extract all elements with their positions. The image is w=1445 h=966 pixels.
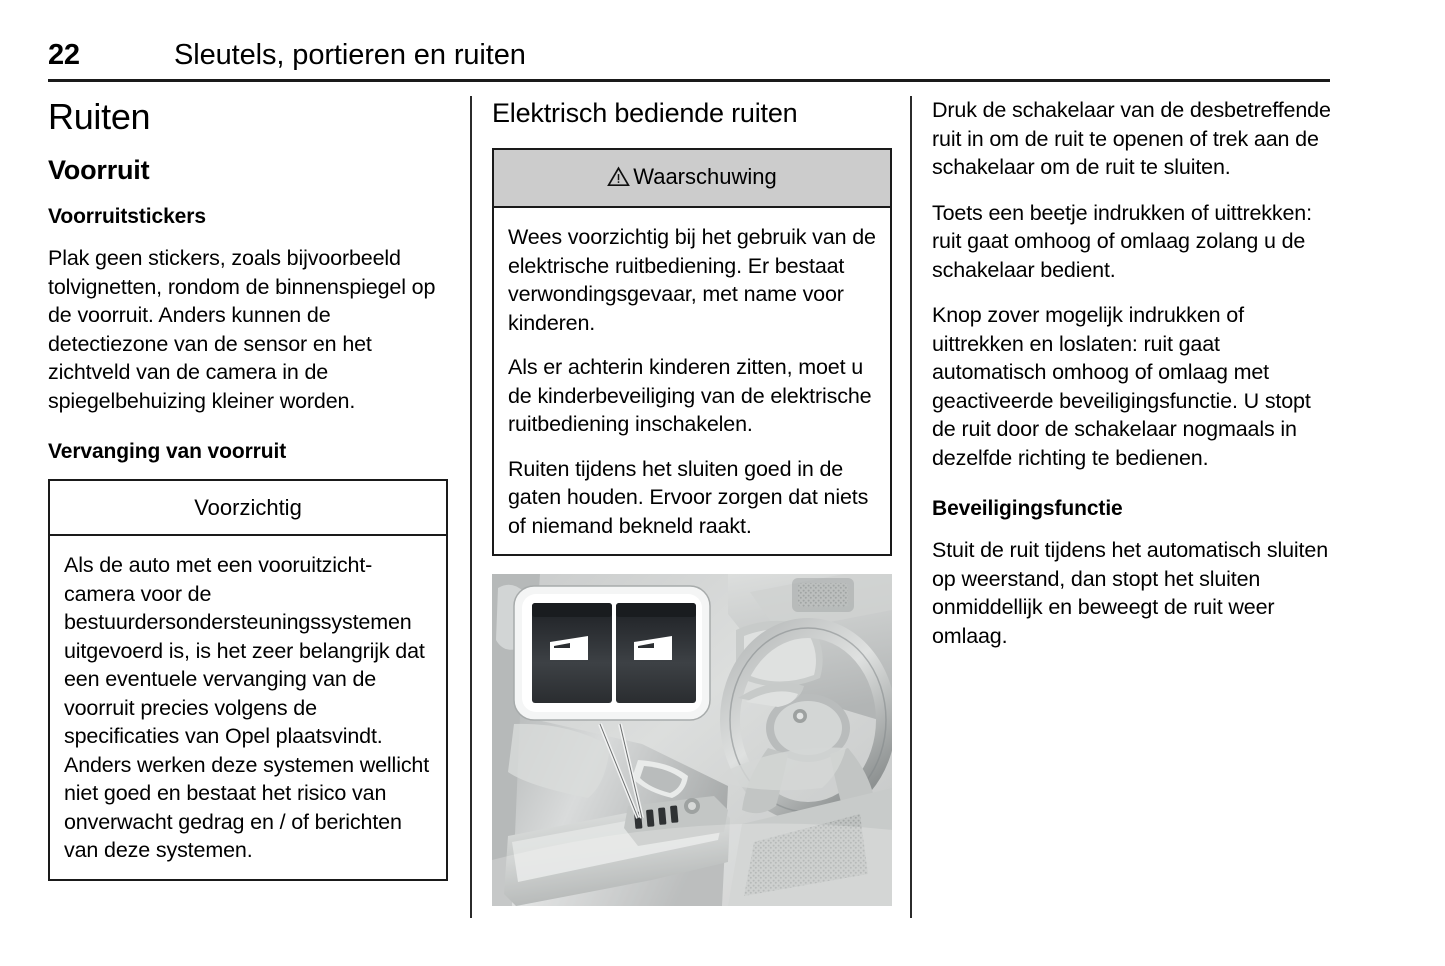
header-divider-rule bbox=[48, 79, 1330, 82]
warning-paragraph-2: Als er achterin kinderen zitten, moet u de kinderbeveiliging van de elektrische ruitbediening inschakelen. bbox=[508, 355, 872, 436]
subsection-title-voorruit: Voorruit bbox=[48, 155, 150, 185]
section-title-elektrisch-bediende-ruiten: Elektrisch bediende ruiten bbox=[492, 98, 798, 128]
paragraph-manual-mode: Toets een beetje indrukken of uittrekken: ruit gaat omhoog of omlaag zolang u de schakelaar bedient. bbox=[932, 200, 1312, 282]
paragraph-switch-operation: Druk de schakelaar van de desbetreffende ruit in om de ruit te openen of trek aan de schakelaar om de ruit te sluiten. bbox=[932, 98, 1331, 179]
column-divider-1 bbox=[470, 96, 472, 918]
car-door-window-icon bbox=[532, 603, 612, 703]
warning-notice-header bbox=[494, 150, 890, 208]
paragraph-voorruitstickers: Plak geen stickers, zoals bijvoorbeeld tolvignetten, rondom de binnenspiegel op de voorruit. Anders kunnen de detectiezone van de sensor en het zichtveld van de camera in de spiegelbehuizing kleiner worden. bbox=[48, 246, 436, 413]
car-door-window-icon bbox=[616, 603, 696, 703]
page-number: 22 bbox=[48, 39, 80, 71]
warning-notice-label: Waarschuwing bbox=[633, 164, 777, 189]
car-door-window-switches-illustration bbox=[492, 574, 892, 906]
page-title: Sleutels, portieren en ruiten bbox=[174, 39, 526, 71]
heading-vervanging-van-voorruit: Vervanging van voorruit bbox=[48, 440, 287, 463]
heading-beveiligingsfunctie: Beveiligingsfunctie bbox=[932, 497, 1123, 520]
page-header bbox=[48, 38, 1330, 78]
content-column-1 bbox=[48, 96, 448, 899]
content-column-2 bbox=[492, 96, 892, 906]
paragraph-automatic-mode: Knop zover mogelijk indrukken of uittrekken en loslaten: ruit gaat automatisch omhoog of omlaag met geactiveerde beveiligingsfunctie. U stopt de ruit door de schakelaar nogmaals in dezelfde richting te bedienen. bbox=[932, 303, 1311, 470]
section-title-ruiten: Ruiten bbox=[48, 96, 151, 137]
warning-notice-body bbox=[494, 208, 890, 554]
caution-notice-text: Als de auto met een vooruitzicht-camera voor de bestuurdersondersteuningssystemen uitgevoerd is, is het zeer belangrijk dat een eventuele vervanging van de voorruit precies volgens de specificaties van Opel plaatsvindt. Anders werken deze systemen wellicht niet goed en bestaat het risico van onverwacht gedrag en / of berichten van deze systemen. bbox=[64, 553, 430, 862]
caution-notice-body bbox=[50, 536, 446, 879]
heading-voorruitstickers: Voorruitstickers bbox=[48, 205, 206, 228]
paragraph-beveiligingsfunctie: Stuit de ruit tijdens het automatisch sluiten op weerstand, dan stopt het sluiten onmiddellijk en beweegt de ruit weer omlaag. bbox=[932, 538, 1328, 648]
caution-notice-header: Voorzichtig bbox=[50, 481, 446, 536]
warning-notice-box bbox=[492, 148, 892, 556]
warning-paragraph-3: Ruiten tijdens het sluiten goed in de gaten houden. Ervoor zorgen dat niets of niemand bekneld raakt. bbox=[508, 456, 869, 538]
column-divider-2 bbox=[910, 96, 912, 918]
content-column-3 bbox=[932, 96, 1332, 650]
warning-triangle-icon bbox=[607, 166, 630, 187]
caution-notice-box bbox=[48, 479, 448, 881]
warning-paragraph-1: Wees voorzichtig bij het gebruik van de elektrische ruitbediening. Er bestaat verwondingsgevaar, met name voor kinderen. bbox=[508, 225, 876, 335]
